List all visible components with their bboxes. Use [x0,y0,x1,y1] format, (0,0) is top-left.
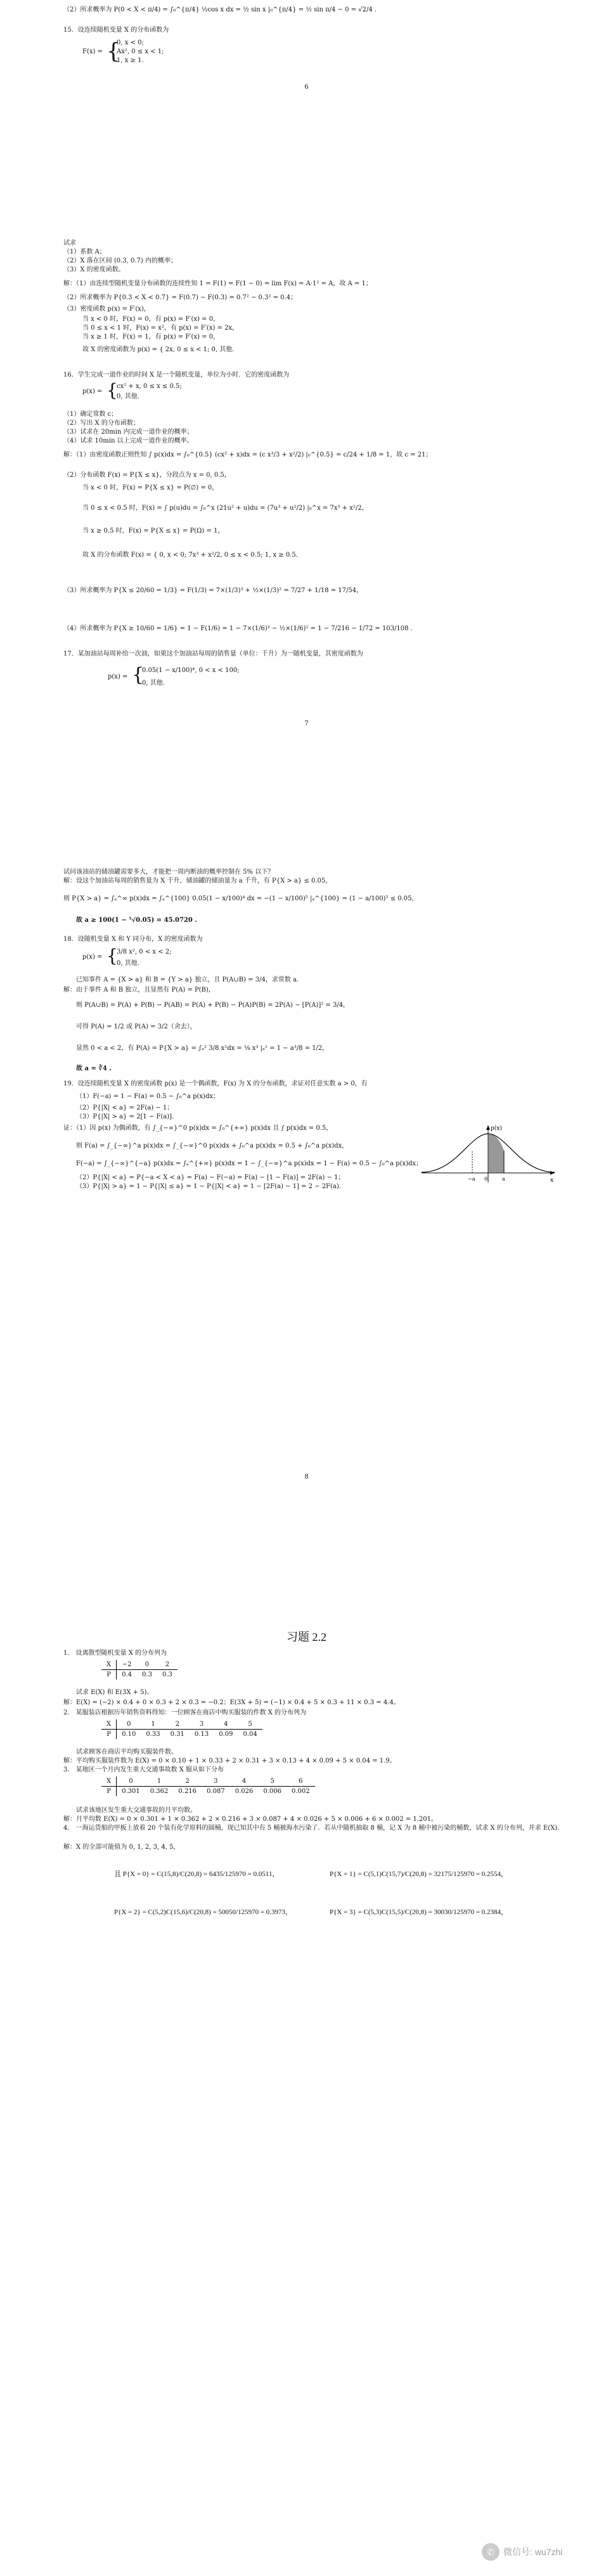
e3-sol: 解：月平均数 E(X) = 0 × 0.301 + 1 × 0.362 + 2 × 0.216 + 3 × 0.087 + 4 × 0.026 + 5 × 0.006 + 6 × 0.002 = 1.201。 [63,1816,438,1823]
e2-r1-3: 2 [165,1719,190,1730]
e4-p2: P{X = 2} = C(5,2)C(15,6)/C(20,8) = 50050/125970 = 0.3973， [114,1908,293,1916]
wechat-logo-icon: ✆ [482,2543,500,2561]
e3-r2-7: 0.002 [291,1788,310,1795]
e2-r1-6: 5 [238,1719,262,1730]
q15-ask-2: （2）X 落在区间 (0.3, 0.7) 内的概率； [63,257,177,264]
e3-r1-2: 1 [145,1777,174,1787]
graph-x-label: x [550,1177,554,1184]
e1-heading: 1． 设离散型随机变量 X 的分布列为 [63,1650,167,1657]
e3-r1-6: 5 [258,1777,287,1787]
q19-item-1: （1）F(−a) = 1 − F(a) = 0.5 − ∫₀^a p(x)dx； [76,1093,219,1100]
e1-r1-2: 0 [137,1660,157,1670]
e1-table [101,1660,177,1680]
q19-proof-4: （3）P{|X| > a} = 1 − P{|X| ≤ a} = 1 − P{|X| < a} = 1 − [2F(a) − 1] = 2 − 2F(a)． [76,1183,345,1190]
e2-ask: 试求顾客在商店平均购买服装件数。 [76,1749,177,1756]
e1-r2-2: 0.3 [142,1671,152,1678]
e2-r2-4: 0.13 [194,1731,209,1738]
q16-ask-0: （1）确定常数 c； [63,411,118,418]
e4-p3: P{X = 3} = C(5,3)C(15,5)/C(20,8) = 30030/125970 = 0.2384， [330,1908,508,1916]
q16-sol-0: 解：（1）由密度函数正则性知 ∫ p(x)dx = ∫₀^{0.5} (cx² + x)dx = (c x³/3 + x²/2) |₀^{0.5} = c/24 + 1/8 = 1，故 c = 21； [63,451,432,458]
q16-ask-2: （3）试求在 20min 内完成一道作业的概率； [63,429,193,436]
e3-r1-1: 0 [117,1777,145,1787]
e3-r1-5: 4 [230,1777,259,1787]
q18-sol-1: 则 P(A∪B) = P(A) + P(B) − P(AB) = P(A) + P(B) − P(A)P(B) = 2P(A) − [P(A)]² = 3/4， [76,1002,350,1009]
q19-heading: 19．设连续随机变量 X 的密度函数 p(x) 是一个偶函数，F(x) 为 X 的分布函数，求证对任意实数 a > 0，有 [63,1080,368,1087]
section-title: 习题 2.2 [287,1631,326,1643]
e1-r2-3: 0.3 [162,1671,172,1678]
q15-sol-1: （2）所求概率为 P{0.3 < X < 0.7} = F(0.7) − F(0.3) = 0.7² − 0.3² = 0.4； [63,294,297,301]
e3-r2-1: 0.301 [122,1788,140,1795]
q19-proof-3: （2）P{|X| < a} = P{−a < X < a} = F(a) − F(−a) = F(a) − [1 − F(a)] = 2F(a) − 1； [76,1174,345,1181]
e1-r1-1: −2 [117,1660,137,1670]
e2-r1-0: X [101,1719,117,1730]
e3-r1-0: X [101,1777,117,1787]
q18-sol-4: 故 a = ∛4 . [76,1065,112,1072]
q16-ask-1: （2）写出 X 的分布函数； [63,420,139,427]
page-number-8: 8 [304,1473,309,1480]
e2-r1-5: 4 [214,1719,238,1730]
e3-r2-3: 0.216 [178,1788,197,1795]
e1-r2-0: P [101,1670,117,1680]
q15-sol-4: 当 0 ≤ x < 1 时，F(x) = x²，有 p(x) = F′(x) = 2x， [82,325,239,332]
q15-sol-5: 当 x ≥ 1 时，F(x) = 1，有 p(x) = F′(x) = 0， [82,333,220,340]
q18-sol-2: 可得 P(A) = 1/2 或 P(A) = 3/2（舍去）， [76,1023,197,1030]
e3-heading: 3． 某地区一个月内发生重大交通事故数 X 服从如下分布 [63,1766,224,1773]
q15-cdf: F(x) = { 0, x < 0; Ax², 0 ≤ x < 1; 1, x ≥ 1. [82,39,164,64]
graph-neg-a-label: −a [468,1176,475,1182]
q16-ask-3: （4）试求 10min 以上完成一道作业的概率。 [63,437,193,444]
e3-r2-5: 0.026 [235,1788,254,1795]
graph-a-label: a [502,1176,505,1182]
q18-heading: 18．设随机变量 X 和 Y 同分布，X 的密度函数为 [63,936,203,943]
e3-r1-7: 6 [287,1777,315,1787]
e2-r2-2: 0.33 [146,1731,160,1738]
q18-pdf: p(x) = { 3/8 x², 0 < x < 2; 0, 其他. [82,945,172,967]
q19-proof-2: F(−a) = ∫_{−∞}^{−a} p(x)dx = ∫ₐ^{+∞} p(x)dx = 1 − ∫_{−∞}^a p(x)dx = 1 − F(a) = 0.5 − ∫₀^a p(x)dx； [76,1160,423,1167]
q15-ask-1: （1）系数 A； [63,249,106,256]
e3-r1-4: 3 [202,1777,230,1787]
e2-table [101,1719,262,1739]
q18-sol-0: 解：由于事件 A 和 B 独立，且显然有 P(A) = P(B)， [63,987,215,994]
q15-sol-0: 解：（1）由连续型随机变量分布函数的连续性知 1 = F(1) = F(1 − 0) = lim F(x) = A·1² = A，故 A = 1； [63,280,372,287]
q19-item-2: （2）P{|X| < a} = 2F(a) − 1； [76,1104,174,1111]
e3-r2-2: 0.362 [150,1788,169,1795]
e1-sol: 解：E(X) = (−2) × 0.4 + 0 × 0.3 + 2 × 0.3 = −0.2；E(3X + 5) = (−1) × 0.4 + 5 × 0.3 + 11 × 0.3 = 4.4。 [63,1699,400,1706]
e2-sol: 解：平均购买服装件数为 E(X) = 0 × 0.10 + 1 × 0.33 + 2 × 0.31 + 3 × 0.13 + 4 × 0.09 + 5 × 0.04 = 1.9。 [63,1757,396,1764]
e2-r2-3: 0.31 [170,1731,184,1738]
q16-sol-5: 故 X 的分布函数 F(x) = { 0, x < 0; 7x³ + x²/2, 0 ≤ x < 0.5; 1, x ≥ 0.5. [82,552,298,559]
e2-heading: 2． 某服装店根据历年销售资料得知：一位顾客在商店中购买服装的件数 X 的分布列为 [63,1709,307,1716]
q16-sol-2: 当 x < 0 时，F(x) = P{X ≤ x} = P(∅) = 0， [82,484,219,491]
e1-r2-1: 0.4 [122,1671,132,1678]
q19-item-3: （3）P{|X| > a} = 2[1 − F(a)]． [76,1113,179,1120]
page-number-6: 6 [304,84,309,91]
q18-sol-3: 显然 0 < a < 2，有 P(A) = P{X > a} = ∫ₐ² 3/8 x²dx = ⅛ x³ |ₐ² = 1 − a³/8 = 1/2， [76,1045,329,1052]
q16-sol-6: （3）所求概率为 P{X ≤ 20/60 = 1/3} = F(1/3) = 7×(1/3)³ + ½×(1/3)² = 7/27 + 1/18 = 17/54， [63,587,363,594]
e1-r1-0: X [101,1660,117,1670]
q15-sol-2: （3）密度函数 p(x) = F′(x)， [63,306,150,313]
q19-proof-0: 证：（1）因 p(x) 为偶函数，有 ∫_{−∞}^0 p(x)dx = ∫₀^{+∞} p(x)dx 且 ∫ p(x)dx = 0.5， [63,1125,333,1132]
e2-r2-5: 0.09 [219,1731,233,1738]
e2-r1-1: 0 [117,1719,141,1730]
e2-r1-4: 3 [190,1719,214,1730]
e4-p0: 且 P{X = 0} = C(15,8)/C(20,8) = 6435/125970 = 0.0511， [114,1870,280,1878]
q17-sol-0: 解：设这个加油站每周的销售量为 X 千升，储油罐的储油量为 a 千升，有 P{X > a} ≤ 0.05， [63,877,332,884]
e2-r2-6: 0.04 [243,1731,257,1738]
e4-heading: 4． 一海运货船的甲板上放着 20 个装有化学原料的圆桶，现已知其中有 5 桶被海水污染了．若从中随机抽取 8 桶，记 X 为 8 桶中被污染的桶数，试求 X 的分布列，并求 E(X)． [63,1825,564,1832]
graph-origin-label: 0 [484,1176,488,1182]
e3-r2-4: 0.087 [207,1788,225,1795]
q17-ask: 试问该油站的储油罐需要多大，才能把一周内断油的概率控制在 5% 以下？ [63,869,274,876]
q15-ask-3: （3）X 的密度函数。 [63,266,125,273]
q18-condition: 已知事件 A = {X > a} 和 B = {Y > a} 独立，且 P(A∪B) = 3/4，求常数 a． [76,976,303,983]
q19-proof-1: 则 F(a) = ∫_{−∞}^a p(x)dx = ∫_{−∞}^0 p(x)dx + ∫₀^a p(x)dx = 0.5 + ∫₀^a p(x)dx， [76,1142,349,1149]
e3-r2-0: P [101,1787,117,1797]
q17-pdf: p(x) = { 0.05(1 − x/100)⁴, 0 < x < 100; 0, 其他. [108,664,240,687]
q16-sol-1: （2）分布函数 F(x) = P{X ≤ x}，分段点为 x = 0, 0.5， [63,472,231,479]
q16-heading: 16．学生完成一道作业的时间 X 是一个随机变量，单位为小时．它的密度函数为 [63,372,290,379]
e4-p1: P{X = 1} = C(5,1)C(15,7)/C(20,8) = 32175/125970 = 0.2554， [330,1870,508,1878]
q15-heading: 15．设连续随机变量 X 的分布函数为 [63,27,169,34]
wechat-watermark [482,2536,609,2568]
q16-sol-7: （4）所求概率为 P{X ≥ 10/60 = 1/6} = 1 − F(1/6) = 1 − 7×(1/6)³ − ½×(1/6)² = 1 − 7/216 − 1/72 = 103/108 . [63,625,413,632]
q17-sol-2: 故 a ≥ 100(1 − ⁵√0.05) = 45.0720 . [76,917,197,924]
q16-sol-3: 当 0 ≤ x < 0.5 时，F(x) = ∫ p(u)du = ∫₀^x (21u² + u)du = (7u³ + u²/2) |₀^x = 7x³ + x²/2， [82,505,368,512]
e2-r2-0: P [101,1730,117,1740]
even-density-graph [418,1122,558,1186]
e1-r1-3: 2 [157,1660,177,1670]
q14-answer-line: （2）所求概率为 P(0 < X < π/4) = ∫₀^{π/4} ½cos x dx = ½ sin x |₀^{π/4} = ½ sin π/4 − 0 = √2/4 . [63,6,377,13]
e3-table [101,1777,315,1796]
e3-ask: 试求该地区发生重大交通事故的月平均数。 [76,1807,197,1814]
e2-r2-1: 0.10 [122,1731,136,1738]
graph-y-label: p(x) [491,1125,502,1132]
e3-r1-3: 2 [173,1777,202,1787]
page-number-7: 7 [304,720,309,727]
e4-sol: 解：X 的全部可能值为 0, 1, 2, 3, 4, 5， [63,1844,180,1851]
q16-pdf: p(x) = { cx² + x, 0 ≤ x ≤ 0.5; 0, 其他. [82,380,182,401]
q16-sol-4: 当 x ≥ 0.5 时，F(x) = P{X ≤ x} = P(Ω) = 1， [82,527,224,534]
e3-r2-6: 0.006 [263,1788,281,1795]
q15-ask-0: 试求 [63,240,76,247]
q15-sol-3: 当 x < 0 时，F(x) = 0，有 p(x) = F′(x) = 0， [82,316,220,323]
watermark-text: 微信号: wu7zhi [503,2547,563,2557]
q17-heading: 17．某加油站每周补给一次油，如果这个加油站每周的销售量（单位：千升）为一随机变量，其密度函数为 [63,650,363,657]
q15-sol-6: 故 X 的密度函数为 p(x) = { 2x, 0 ≤ x < 1; 0, 其他. [82,346,235,353]
e2-r1-2: 1 [141,1719,165,1730]
q17-sol-1: 则 P{X > a} = ∫ₐ^∞ p(x)dx = ∫ₐ^{100} 0.05(1 − x/100)⁴ dx = −(1 − x/100)⁵ |ₐ^{100} = (1 − a/100)⁵ ≤ 0.05， [63,895,418,902]
e1-ask: 试求 E(X) 和 E(3X + 5)。 [76,1689,153,1696]
